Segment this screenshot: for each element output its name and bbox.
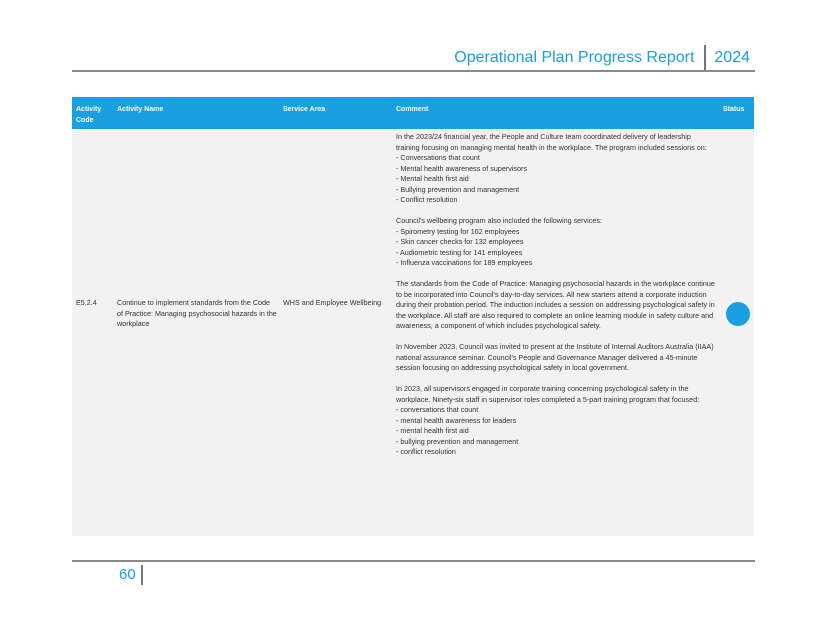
- comment-paragraph: The standards from the Code of Practice: Managing psychosocial hazards in the workplace continue to be incorporated into Council's day-to-day services. All new starters attend a corporate induction during their probation period. The induction includes a session on addressing psychological safety in the workplace. All staff are also required to complete an online learning module in safety culture and awareness, a component of which includes psychological safety.: [396, 279, 715, 330]
- col-comment: Comment: [396, 106, 429, 113]
- table-header: [72, 97, 754, 129]
- comment-paragraph: In November 2023, Council was invited to present at the Institute of Internal Auditors Australia (IIAA) national assurance seminar. Council's People and Governance Manager delivered a 45-minute session focusing on addressing psychological safety in local government.: [396, 342, 714, 372]
- service-area: WHS and Employee Wellbeing: [283, 298, 382, 307]
- report-year: 2024: [714, 49, 750, 66]
- comment-paragraph: In 2023, all supervisors engaged in corporate training concerning psychological safety in the workplace. Ninety-six staff in supervisor roles completed a 5-part training program that focused: - conversations that count - mental health awareness for leaders - mental health first aid - bullying prevention and management - conflict resolution: [396, 384, 700, 456]
- cell-comment: [392, 129, 719, 536]
- page-number-divider: [141, 565, 143, 585]
- bottom-rule: [72, 560, 755, 562]
- comment-paragraph: In the 2023/24 financial year, the People and Culture team coordinated delivery of leadership training focusing on managing mental health in the workplace. The program included sessions on: - Conversations that count - Mental health awareness of supervisors - Mental health first aid - Bullying prevention and management - Conflict resolution: [396, 132, 707, 204]
- table-row: [72, 129, 754, 536]
- col-status: Status: [723, 106, 745, 113]
- status-indicator-icon: [726, 302, 750, 326]
- page-number: 60: [119, 566, 136, 583]
- activity-name: Continue to implement standards from the Code of Practice: Managing psychosocial hazards in the workplace: [117, 298, 277, 328]
- cell-status: [719, 129, 754, 536]
- top-rule: [72, 70, 755, 72]
- activity-table: [72, 97, 754, 536]
- report-title: Operational Plan Progress Report: [454, 49, 695, 66]
- comment-paragraph: Council's wellbeing program also included the following services: - Spirometry testing for 162 employees - Skin cancer checks for 132 employees - Audiometric testing for 141 employees - Influenza vaccinations for 189 employees: [396, 216, 602, 267]
- cell-activity-name: [113, 129, 279, 536]
- activity-code: E5.2.4: [76, 298, 97, 307]
- col-service-area: Service Area: [283, 106, 326, 113]
- cell-service-area: [279, 129, 392, 536]
- cell-activity-code: [72, 129, 113, 536]
- report-header: [454, 45, 750, 71]
- col-activity-name: Activity Name: [117, 106, 164, 113]
- header-divider: [704, 45, 706, 71]
- col-activity-code: Activity Code: [76, 106, 102, 124]
